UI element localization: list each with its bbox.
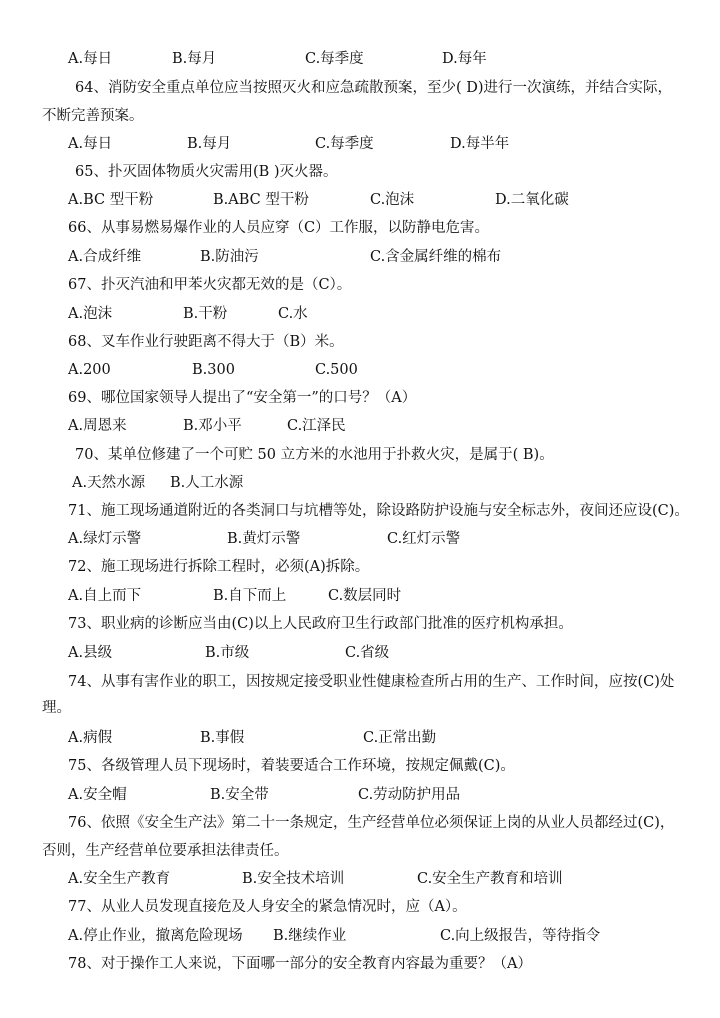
option-c: C.省级 xyxy=(345,645,390,661)
question-76-stem-line-2: 否则，生产经营单位要承担法律责任。 xyxy=(42,843,289,859)
question-72-stem: 72、施工现场进行拆除工程时，必须(A)拆除。 xyxy=(68,559,370,575)
option-a: A.周恩来 xyxy=(68,418,127,434)
question-75-stem: 75、各级管理人员下现场时，着装要适合工作环境，按规定佩戴(C)。 xyxy=(68,758,515,774)
option-c: C.含金属纤维的棉布 xyxy=(370,249,502,265)
option-d: D.二氧化碳 xyxy=(495,192,569,208)
question-70-stem: 70、某单位修建了一个可贮 50 立方米的水池用于扑救火灾，是属于( B)。 xyxy=(75,447,554,463)
option-a: A.安全生产教育 xyxy=(68,871,171,887)
option-b: B.300 xyxy=(192,362,235,378)
option-a: A.BC 型干粉 xyxy=(68,192,154,208)
option-a: A.每日 xyxy=(68,136,113,152)
question-76-stem-line-1: 76、依照《安全生产法》第二十一条规定，生产经营单位必须保证上岗的从业人员都经过(C)， xyxy=(68,815,675,831)
option-a: A.县级 xyxy=(68,645,113,661)
question-73-stem: 73、职业病的诊断应当由(C)以上人民政府卫生行政部门批准的医疗机构承担。 xyxy=(68,616,573,632)
question-68-stem: 68、叉车作业行驶距离不得大于（B）米。 xyxy=(68,334,344,350)
option-b: B.安全带 xyxy=(210,787,269,803)
question-78-stem: 78、对于操作工人来说，下面哪一部分的安全教育内容最为重要？（A） xyxy=(68,956,532,972)
option-b: B.每月 xyxy=(187,136,232,152)
question-67-stem: 67、扑灭汽油和甲苯火灾都无效的是（C）。 xyxy=(68,277,352,293)
option-b: B.继续作业 xyxy=(273,928,347,944)
question-74-stem-line-1: 74、从事有害作业的职工，因按规定接受职业性健康检查所占用的生产、工作时间，应按(C)处 xyxy=(68,674,675,690)
option-a: A.天然水源 xyxy=(72,475,146,491)
question-74-stem-line-2: 理。 xyxy=(42,700,71,716)
question-69-stem: 69、哪位国家领导人提出了“安全第一”的口号？（A） xyxy=(68,390,417,406)
option-b: B.邓小平 xyxy=(183,418,242,434)
option-c: C.江泽民 xyxy=(287,418,346,434)
option-c: C.数层同时 xyxy=(328,588,402,604)
option-a: A.200 xyxy=(68,362,111,378)
question-66-stem: 66、从事易燃易爆作业的人员应穿（C）工作服，以防静电危害。 xyxy=(68,220,490,236)
option-b: B.人工水源 xyxy=(170,475,244,491)
option-c: C.向上级报告，等待指令 xyxy=(440,928,601,944)
option-c: C.安全生产教育和培训 xyxy=(417,871,563,887)
option-c: C.500 xyxy=(315,362,358,378)
option-b: B.自下而上 xyxy=(213,588,287,604)
option-a: A.绿灯示警 xyxy=(68,531,142,547)
option-c: C.正常出勤 xyxy=(363,730,437,746)
option-b: B.干粉 xyxy=(183,306,228,322)
option-b: B.事假 xyxy=(200,730,245,746)
question-71-stem: 71、施工现场通道附近的各类洞口与坑槽等处，除设路防护设施与安全标志外，夜间还应设(C)。 xyxy=(68,503,689,519)
option-d: D.每半年 xyxy=(450,136,510,152)
option-c: C.泡沫 xyxy=(370,192,415,208)
option-c: C.水 xyxy=(278,306,308,322)
option-b: B.防油污 xyxy=(200,249,259,265)
question-65-stem: 65、扑灭固体物质火灾需用(B )灭火器。 xyxy=(75,164,338,180)
option-a: A.泡沫 xyxy=(68,306,113,322)
option-c: C.劳动防护用品 xyxy=(358,787,461,803)
option-a: A.停止作业，撤离危险现场 xyxy=(68,928,243,944)
option-c: C.每季度 xyxy=(305,51,364,67)
option-a: A.自上而下 xyxy=(68,588,142,604)
option-a: A.安全帽 xyxy=(68,787,127,803)
option-b: B.黄灯示警 xyxy=(227,531,301,547)
option-b: B.市级 xyxy=(205,645,250,661)
option-a: A.病假 xyxy=(68,730,113,746)
option-b: B.安全技术培训 xyxy=(242,871,345,887)
option-c: C.红灯示警 xyxy=(387,531,461,547)
option-b: B.ABC 型干粉 xyxy=(213,192,309,208)
question-64-stem-line-1: 64、消防安全重点单位应当按照灭火和应急疏散预案，至少( D)进行一次演练，并结合实际， xyxy=(75,80,672,96)
option-a: A.合成纤维 xyxy=(68,249,142,265)
option-d: D.每年 xyxy=(442,51,487,67)
option-b: B.每月 xyxy=(172,51,217,67)
option-c: C.每季度 xyxy=(315,136,374,152)
question-77-stem: 77、从业人员发现直接危及人身安全的紧急情况时，应（A）。 xyxy=(68,899,467,915)
option-a: A.每日 xyxy=(68,51,113,67)
question-64-stem-line-2: 不断完善预案。 xyxy=(42,108,144,124)
